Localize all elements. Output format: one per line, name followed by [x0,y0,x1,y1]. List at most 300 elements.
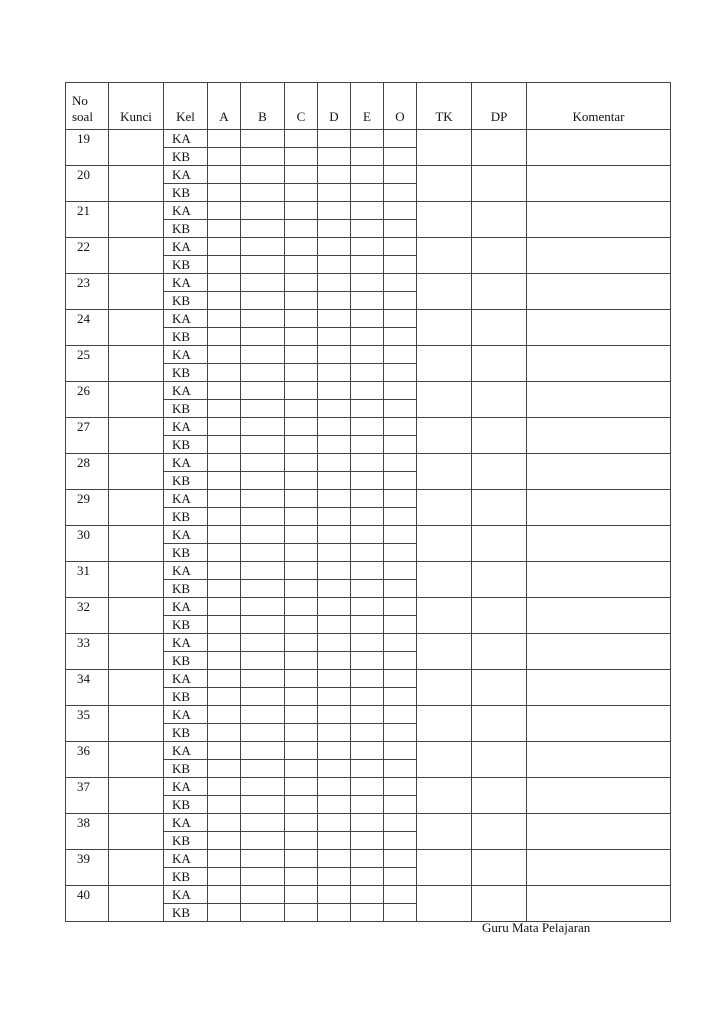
option-e-cell [351,472,384,490]
option-a-cell [208,634,241,652]
header-komentar: Komentar [527,83,671,130]
option-a-cell [208,436,241,454]
option-b-cell [241,220,285,238]
option-b-cell [241,238,285,256]
option-d-cell [318,598,351,616]
kunci-cell [109,346,164,382]
option-o-cell [384,184,417,202]
group-label: KB [164,472,208,490]
option-d-cell [318,778,351,796]
table-row [66,166,671,184]
option-e-cell [351,688,384,706]
option-o-cell [384,256,417,274]
option-b-cell [241,706,285,724]
option-b-cell [241,274,285,292]
option-b-cell [241,364,285,382]
option-b-cell [241,832,285,850]
option-o-cell [384,850,417,868]
group-label: KA [164,454,208,472]
header-a: A [208,83,241,130]
option-o-cell [384,508,417,526]
option-c-cell [285,562,318,580]
option-o-cell [384,904,417,922]
option-o-cell [384,454,417,472]
group-label: KB [164,220,208,238]
option-b-cell [241,742,285,760]
option-e-cell [351,256,384,274]
dp-cell [472,814,527,850]
question-number: 31 [66,562,109,598]
option-c-cell [285,616,318,634]
option-o-cell [384,742,417,760]
option-o-cell [384,346,417,364]
option-c-cell [285,148,318,166]
group-label: KB [164,508,208,526]
table-row [66,382,671,400]
komentar-cell [527,526,671,562]
option-d-cell [318,202,351,220]
table-row [66,742,671,760]
komentar-cell [527,670,671,706]
question-number: 20 [66,166,109,202]
table-row [66,526,671,544]
option-b-cell [241,544,285,562]
option-d-cell [318,418,351,436]
option-e-cell [351,724,384,742]
option-e-cell [351,310,384,328]
option-o-cell [384,544,417,562]
option-o-cell [384,238,417,256]
option-d-cell [318,184,351,202]
option-c-cell [285,166,318,184]
header-kunci: Kunci [109,83,164,130]
option-c-cell [285,256,318,274]
option-a-cell [208,202,241,220]
group-label: KA [164,598,208,616]
option-c-cell [285,202,318,220]
option-b-cell [241,382,285,400]
table-row [66,490,671,508]
option-e-cell [351,904,384,922]
option-a-cell [208,184,241,202]
option-a-cell [208,526,241,544]
option-b-cell [241,292,285,310]
kunci-cell [109,850,164,886]
option-b-cell [241,814,285,832]
option-e-cell [351,760,384,778]
kunci-cell [109,886,164,922]
option-a-cell [208,796,241,814]
option-c-cell [285,274,318,292]
option-b-cell [241,346,285,364]
header-e: E [351,83,384,130]
table-row [66,778,671,796]
option-c-cell [285,670,318,688]
option-c-cell [285,796,318,814]
question-number: 39 [66,850,109,886]
kunci-cell [109,670,164,706]
komentar-cell [527,418,671,454]
question-number: 19 [66,130,109,166]
komentar-cell [527,742,671,778]
dp-cell [472,454,527,490]
header-c: C [285,83,318,130]
option-b-cell [241,436,285,454]
table-row [66,346,671,364]
option-o-cell [384,472,417,490]
option-a-cell [208,778,241,796]
kunci-cell [109,310,164,346]
dp-cell [472,130,527,166]
option-b-cell [241,904,285,922]
kunci-cell [109,778,164,814]
group-label: KB [164,904,208,922]
group-label: KB [164,436,208,454]
option-d-cell [318,724,351,742]
option-a-cell [208,814,241,832]
option-c-cell [285,832,318,850]
tk-cell [417,382,472,418]
option-o-cell [384,130,417,148]
option-c-cell [285,724,318,742]
group-label: KA [164,310,208,328]
option-d-cell [318,760,351,778]
option-e-cell [351,400,384,418]
option-a-cell [208,670,241,688]
group-label: KA [164,274,208,292]
option-o-cell [384,274,417,292]
option-d-cell [318,310,351,328]
option-c-cell [285,868,318,886]
dp-cell [472,346,527,382]
header-soal: soal [72,109,93,124]
option-e-cell [351,796,384,814]
option-a-cell [208,130,241,148]
tk-cell [417,166,472,202]
group-label: KB [164,580,208,598]
kunci-cell [109,526,164,562]
option-e-cell [351,598,384,616]
option-o-cell [384,796,417,814]
tk-cell [417,238,472,274]
option-b-cell [241,562,285,580]
option-d-cell [318,364,351,382]
header-row [66,83,671,130]
option-e-cell [351,328,384,346]
option-e-cell [351,526,384,544]
option-b-cell [241,130,285,148]
option-o-cell [384,724,417,742]
option-d-cell [318,814,351,832]
option-a-cell [208,220,241,238]
option-c-cell [285,508,318,526]
option-e-cell [351,706,384,724]
group-label: KB [164,328,208,346]
dp-cell [472,274,527,310]
tk-cell [417,850,472,886]
option-d-cell [318,850,351,868]
option-e-cell [351,778,384,796]
option-c-cell [285,472,318,490]
option-d-cell [318,148,351,166]
option-d-cell [318,562,351,580]
komentar-cell [527,634,671,670]
group-label: KB [164,796,208,814]
table-row [66,562,671,580]
option-o-cell [384,382,417,400]
question-number: 35 [66,706,109,742]
table-row [66,310,671,328]
kunci-cell [109,454,164,490]
option-a-cell [208,364,241,382]
option-d-cell [318,382,351,400]
question-number: 33 [66,634,109,670]
header-tk: TK [417,83,472,130]
option-c-cell [285,400,318,418]
option-e-cell [351,148,384,166]
option-o-cell [384,634,417,652]
option-e-cell [351,850,384,868]
table-row [66,130,671,148]
option-e-cell [351,292,384,310]
table-row [66,238,671,256]
dp-cell [472,778,527,814]
option-b-cell [241,634,285,652]
group-label: KA [164,490,208,508]
option-o-cell [384,616,417,634]
option-o-cell [384,310,417,328]
option-c-cell [285,544,318,562]
kunci-cell [109,742,164,778]
table-row [66,814,671,832]
tk-cell [417,490,472,526]
option-e-cell [351,130,384,148]
item-analysis-table [65,82,671,922]
option-b-cell [241,256,285,274]
option-e-cell [351,220,384,238]
tk-cell [417,742,472,778]
option-d-cell [318,166,351,184]
option-e-cell [351,238,384,256]
question-number: 22 [66,238,109,274]
kunci-cell [109,382,164,418]
group-label: KA [164,526,208,544]
question-number: 25 [66,346,109,382]
option-o-cell [384,760,417,778]
option-o-cell [384,886,417,904]
question-number: 30 [66,526,109,562]
group-label: KB [164,616,208,634]
header-no: No [72,93,88,108]
header-kel: Kel [164,83,208,130]
option-e-cell [351,418,384,436]
dp-cell [472,886,527,922]
group-label: KB [164,724,208,742]
question-number: 36 [66,742,109,778]
question-number: 40 [66,886,109,922]
option-d-cell [318,436,351,454]
option-o-cell [384,220,417,238]
option-c-cell [285,238,318,256]
option-b-cell [241,616,285,634]
group-label: KB [164,184,208,202]
tk-cell [417,274,472,310]
table-row [66,202,671,220]
option-d-cell [318,328,351,346]
option-o-cell [384,436,417,454]
option-d-cell [318,490,351,508]
option-o-cell [384,148,417,166]
option-d-cell [318,472,351,490]
option-b-cell [241,526,285,544]
option-b-cell [241,454,285,472]
dp-cell [472,670,527,706]
option-b-cell [241,166,285,184]
option-c-cell [285,364,318,382]
option-d-cell [318,652,351,670]
kunci-cell [109,562,164,598]
option-d-cell [318,346,351,364]
option-b-cell [241,886,285,904]
header-b: B [241,83,285,130]
table-row [66,454,671,472]
group-label: KB [164,868,208,886]
option-c-cell [285,418,318,436]
komentar-cell [527,886,671,922]
option-d-cell [318,238,351,256]
option-e-cell [351,652,384,670]
option-a-cell [208,238,241,256]
option-e-cell [351,346,384,364]
dp-cell [472,490,527,526]
kunci-cell [109,130,164,166]
option-b-cell [241,580,285,598]
group-label: KA [164,886,208,904]
tk-cell [417,454,472,490]
option-e-cell [351,454,384,472]
table-body [66,130,671,922]
option-d-cell [318,670,351,688]
option-o-cell [384,328,417,346]
dp-cell [472,562,527,598]
option-e-cell [351,274,384,292]
option-d-cell [318,544,351,562]
option-c-cell [285,706,318,724]
option-a-cell [208,148,241,166]
option-o-cell [384,778,417,796]
option-o-cell [384,526,417,544]
option-b-cell [241,670,285,688]
tk-cell [417,310,472,346]
header-d: D [318,83,351,130]
option-e-cell [351,886,384,904]
kunci-cell [109,634,164,670]
group-label: KB [164,292,208,310]
question-number: 38 [66,814,109,850]
question-number: 26 [66,382,109,418]
group-label: KB [164,760,208,778]
option-a-cell [208,904,241,922]
option-c-cell [285,778,318,796]
komentar-cell [527,490,671,526]
header-no-soal [66,83,109,130]
question-number: 34 [66,670,109,706]
group-label: KA [164,382,208,400]
table-row [66,598,671,616]
option-o-cell [384,832,417,850]
table-row [66,418,671,436]
kunci-cell [109,814,164,850]
option-c-cell [285,634,318,652]
option-a-cell [208,850,241,868]
komentar-cell [527,346,671,382]
option-c-cell [285,760,318,778]
option-b-cell [241,652,285,670]
option-e-cell [351,562,384,580]
kunci-cell [109,598,164,634]
option-b-cell [241,598,285,616]
option-o-cell [384,292,417,310]
option-o-cell [384,688,417,706]
komentar-cell [527,166,671,202]
option-a-cell [208,886,241,904]
option-d-cell [318,526,351,544]
option-a-cell [208,598,241,616]
komentar-cell [527,382,671,418]
tk-cell [417,418,472,454]
dp-cell [472,418,527,454]
option-a-cell [208,328,241,346]
dp-cell [472,166,527,202]
option-b-cell [241,796,285,814]
option-c-cell [285,886,318,904]
option-d-cell [318,688,351,706]
option-a-cell [208,418,241,436]
option-b-cell [241,328,285,346]
option-a-cell [208,742,241,760]
kunci-cell [109,202,164,238]
group-label: KB [164,256,208,274]
option-c-cell [285,526,318,544]
option-c-cell [285,652,318,670]
komentar-cell [527,598,671,634]
komentar-cell [527,202,671,238]
option-d-cell [318,616,351,634]
question-number: 24 [66,310,109,346]
group-label: KB [164,148,208,166]
option-a-cell [208,868,241,886]
table-row [66,886,671,904]
question-number: 21 [66,202,109,238]
group-label: KA [164,850,208,868]
option-b-cell [241,400,285,418]
option-d-cell [318,886,351,904]
option-b-cell [241,184,285,202]
option-e-cell [351,382,384,400]
option-o-cell [384,580,417,598]
option-d-cell [318,580,351,598]
tk-cell [417,562,472,598]
option-b-cell [241,868,285,886]
option-o-cell [384,652,417,670]
tk-cell [417,526,472,562]
komentar-cell [527,454,671,490]
tk-cell [417,778,472,814]
option-e-cell [351,670,384,688]
option-d-cell [318,904,351,922]
option-d-cell [318,868,351,886]
option-b-cell [241,310,285,328]
